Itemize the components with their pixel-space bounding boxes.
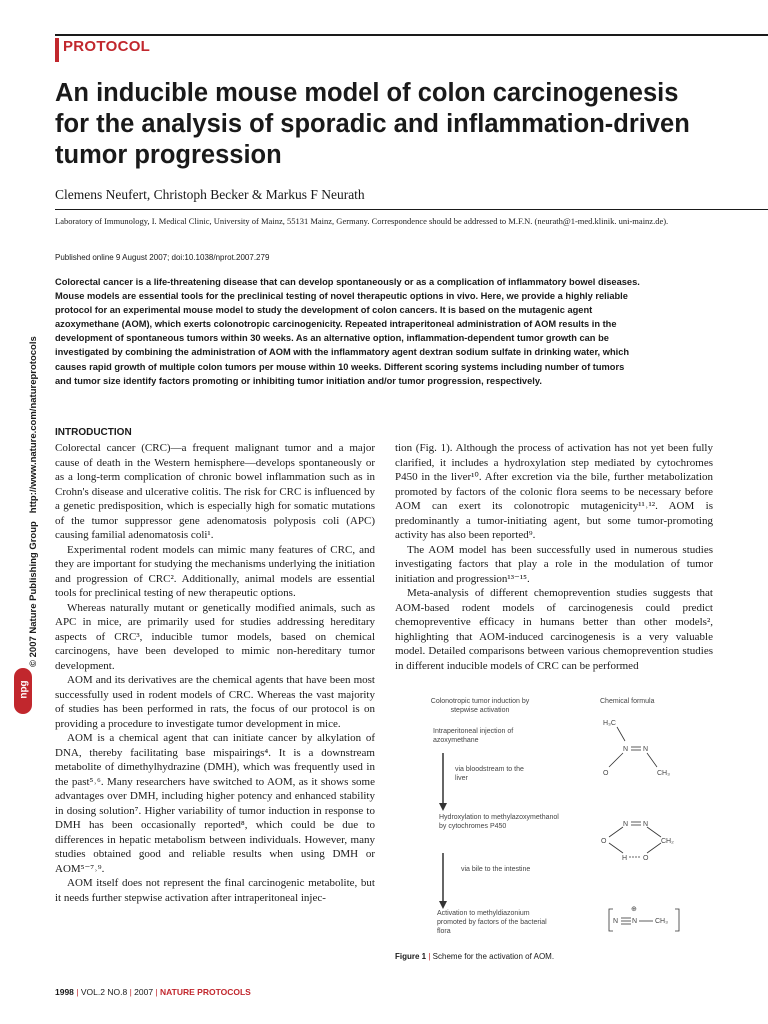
abstract-line: investigated by combining the administration of AOM with the inflammatory agent dextran sodium sulfate in drinking water, which [55, 347, 630, 358]
paragraph: Experimental rodent models can mimic many features of CRC, and they are important for studying the mechanisms underlying the initiation and progression of CRC². Additionally, animal models are essential tools for preclinical testing of new therapeutic options. [55, 543, 375, 599]
paragraph: AOM and its derivatives are the chemical agents that have been most successfully used in rodent models of CRC. Whereas the vast majority of studies has been performed in rats, the focus of our protocol is on providing a procedure to investigate tumor development in mice. [55, 674, 375, 730]
chem-n: N [643, 821, 649, 828]
authors: Clemens Neufert, Christoph Becker & Markus F Neurath [55, 187, 365, 202]
step-activation: Activation to methyldiazonium promoted by factors of the bacterial flora [437, 910, 547, 935]
azoxymethane-structure [609, 727, 657, 767]
npg-logo [14, 668, 32, 714]
title-line: tumor progression [55, 141, 282, 169]
article-title [55, 78, 745, 171]
chem-h: H [622, 855, 628, 862]
step-bile: via bile to the intestine [461, 866, 531, 873]
chem-ch2: CH₂ [661, 838, 674, 845]
chem-h3c: H₃C [603, 720, 616, 727]
step-hydroxylation: Hydroxylation to methylazoxymethanol by cytochromes P450 [439, 814, 559, 830]
title-line: An inducible mouse model of colon carcinogenesis [55, 79, 679, 107]
chem-charge: ⊕ [631, 906, 637, 913]
chem-ch3: CH₃ [655, 918, 668, 925]
caption-label: Figure 1 [395, 952, 427, 961]
npg-logo-text: npg [18, 680, 30, 699]
chem-ch3: CH₃ [657, 770, 670, 777]
journal-name: NATURE PROTOCOLS [160, 987, 251, 997]
header-rule [55, 34, 768, 36]
step-injection: Intraperitoneal injection of azoxymethane [433, 728, 514, 744]
abstract-line: development of spontaneous tumors within 30 weeks. As an alternative option, inflammation-dependent tumor growth can be [55, 333, 609, 344]
journal-url[interactable]: http://www.nature.com/natureprotocols [28, 336, 39, 514]
paragraph: Meta-analysis of different chemoprevention studies suggests that AOM-based rodent models of carcinogenesis could predict chemopreventive efficacy in humans better than other models², highlighting that AOM-induced carcinogenesis is a very valuable model. Detailed comparisons between various chemoprevention studies in different inducible models of CRC can be performed [395, 587, 713, 672]
introduction-heading: INTRODUCTION [55, 427, 132, 438]
abstract [55, 275, 750, 388]
page-number: 1998 [55, 987, 74, 997]
year: 2007 [134, 987, 154, 997]
methylazoxymethanol-structure [609, 822, 661, 857]
paragraph: tion (Fig. 1). Although the process of activation has not yet been fully clarified, it includes a hydroxylation step mediated by cytochromes P450 in the liver¹⁰. After excretion via the bile, further metabolization promoted by factors of the colonic flora seems to be necessary before AOM can exert its colonotropic mutagenicity¹¹˒¹². AOM is predominantly a tumor-initiating agent, but some tumor-promoting activity has also been reported⁹. [395, 442, 713, 541]
step-bloodstream: via bloodstream to the liver [455, 766, 524, 782]
title-line: for the analysis of sporadic and inflammation-driven [55, 110, 690, 138]
abstract-line: and tumor size identify factors promoting or inhibiting tumor initiation and/or tumor progression, respectively. [55, 375, 542, 386]
abstract-line: Mouse models are essential tools for the preclinical testing of novel therapeutic options in vivo. Here, we provide a highly reliable [55, 291, 628, 302]
chem-o: O [601, 838, 607, 845]
sidebar-copyright [28, 336, 39, 667]
chem-n: N [632, 918, 638, 925]
affiliation-rule [55, 209, 768, 210]
chem-n: N [623, 746, 629, 753]
section-label: PROTOCOL [63, 38, 151, 55]
paragraph: The AOM model has been successfully used in numerous studies investigating factors that play a role in the modulation of tumor initiation and progression¹³⁻¹⁵. [395, 543, 713, 585]
paragraph: Whereas naturally mutant or genetically modified animals, such as APC in mice, are primarily used for studies addressing hereditary aspects of CRC³, inducible tumor models, based on chemical carcinogens, have been developed to mimic non-hereditary tumor development. [55, 601, 375, 672]
caption-text: Scheme for the activation of AOM. [432, 952, 555, 961]
abstract-line: causes rapid growth of multiple colon tumors per mouse within 10 weeks. Different scoring systems including number of tumors [55, 361, 625, 372]
page-footer: 1998 | VOL.2 NO.8 | 2007 | NATURE PROTOCOLS [55, 987, 251, 997]
chem-n: N [643, 746, 649, 753]
methyldiazonium-structure [609, 909, 679, 931]
body-column-left [55, 441, 375, 905]
paragraph: AOM is a chemical agent that can initiate cancer by alkylation of DNA, thereby facilitating base mispairings⁴. It is a downstream metabolite of dimethylhydrazine (DMH), which was frequently used in the past⁵˒⁶. Many researchers have switched to AOM, as it shows some advantages over DMH, including higher potency and enhanced stability in dosing solution⁷. Higher variability of tumor induction in response to DMH has been occasionally reported⁸, which could be due to differences in hepatic metabolism between individuals. However, many studies obtained good and reliable results when using DMH or AOM⁵⁻⁷˒⁹. [55, 732, 375, 875]
volume-info: VOL.2 NO.8 [80, 987, 128, 997]
paragraph: Colorectal cancer (CRC)—a frequent malignant tumor and a major cause of death in the Western hemisphere—develops spontaneously or as a long-term complication of chronic bowel inflammation such as in Crohn's disease and ulcerative colitis. The risk for CRC is influenced by a genetic predisposition, which is especially high for somatic mutations of the tumor suppressor gene adenomatosis polyposis coli (APC) causing familial adenomatosis coli¹. [55, 442, 375, 541]
arrowhead [439, 901, 447, 909]
abstract-line: protocol for an experimental mouse model to study the development of colon cancers. It is based on the mutagenic agent [55, 305, 593, 316]
body-column-right [395, 441, 713, 673]
chem-n: N [623, 821, 629, 828]
paragraph: AOM itself does not represent the final carcinogenic metabolite, but it needs further stepwise activation after intraperitoneal injec- [55, 877, 375, 904]
figure-diagram [395, 695, 713, 945]
chem-n: N [613, 918, 619, 925]
abstract-line: Colorectal cancer is a life-threatening disease that can develop spontaneously or as a complication of inflammatory bowel diseases. [55, 277, 640, 287]
figure-1 [395, 695, 713, 945]
chem-o: O [603, 770, 609, 777]
copyright-text: © 2007 Nature Publishing Group [28, 521, 39, 667]
chem-o: O [643, 855, 649, 862]
section-accent-bar [55, 38, 59, 62]
figure-left-header: Colonotropic tumor induction by stepwise activation [430, 698, 530, 714]
publication-info: Published online 9 August 2007; doi:10.1038/nprot.2007.279 [55, 253, 270, 262]
figure-caption: Figure 1 | Scheme for the activation of AOM. [395, 952, 555, 961]
abstract-line: azoxymethane (AOM), which exerts colonotropic carcinogenicity. Repeated intraperitoneal administration of AOM results in the [55, 319, 617, 330]
affiliation: Laboratory of Immunology, I. Medical Clinic, University of Mainz, 55131 Mainz, Germany. Correspondence should be addressed to M.F.N. (neurath@1-med.klinik. uni-mainz.de). [55, 216, 669, 226]
figure-right-header: Chemical formula [600, 698, 655, 705]
arrowhead [439, 803, 447, 811]
